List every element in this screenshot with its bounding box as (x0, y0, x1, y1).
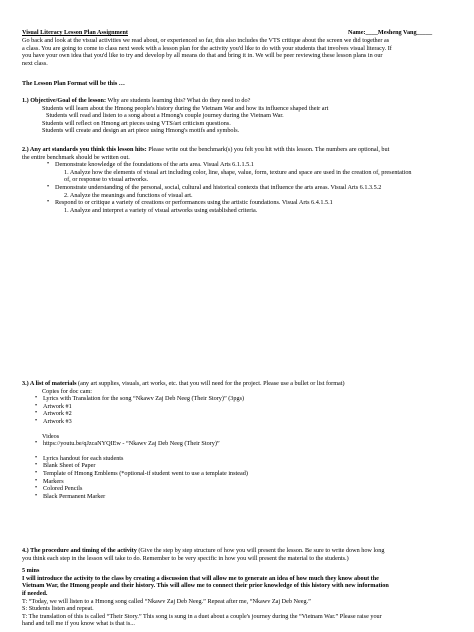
standard-sub: of, or response to visual artworks. (64, 176, 149, 184)
material-item: • Colored Pencils (43, 485, 345, 493)
procedure-line: I will introduce the activity to the class by creating a discussion that will allow me to generate an idea of how much they know about the (22, 574, 379, 582)
videos-list (30, 440, 345, 448)
objective-line: Students will create and design an art piece using Hmong's motifs and symbols. (42, 127, 240, 135)
material-item: • Lyrics handout for each students (43, 455, 345, 463)
material-item: • Artwork #3 (43, 418, 345, 426)
standard-item: • Respond to or critique a variety of creations or performances using the artistic foundations. Visual Arts 6.4.1.5.1 (55, 199, 412, 207)
section2-heading: 2.) Any art standards you think this lesson hits: (22, 146, 147, 153)
standard-sub: 2. Analyze the meanings and functions of visual art. (64, 191, 193, 199)
material-item: • Black Permanent Marker (43, 493, 345, 501)
standards-list (42, 199, 412, 207)
material-item: • Artwork #2 (43, 410, 345, 418)
videos-label: Videos (42, 432, 60, 440)
intro-line: Go back and look at the visual activities we read about, or experienced so far, this also includes the VTS critique about the screen we did together as (22, 37, 390, 44)
material-item: • Markers (43, 478, 345, 486)
name-line (348, 29, 432, 37)
format-heading: The Lesson Plan Format will be this … (22, 80, 125, 87)
intro-line: you have your own idea that you'd like to try and develop by all means do that and bring it in. We will be peer reviewing these lesson plans in our (22, 52, 383, 60)
material-item: • Lyrics with Translation for the song “Nkawv Zaj Deb Neeg (Their Story)” (3pgs) (43, 395, 345, 403)
step-time: 5 mins (22, 567, 40, 575)
procedure-line: if needed. (22, 589, 48, 597)
material-item: • Blank Sheet of Paper (43, 462, 345, 470)
objective-line: Students will learn about the Hmong people's history during the Vietnam War and how its influence shaped their art (42, 104, 329, 112)
material-item: • Template of Hmong Emblems (*optional-if student went to use a template instead) (43, 470, 345, 478)
copies-list (30, 395, 345, 425)
dialogue-line: hand and tell me if you know what is that is... (22, 620, 135, 628)
video-link[interactable]: • https://youtu.be/qJzcaNYQIEw - “Nkawv Zaj Deb Neeg (Their Story)” (43, 440, 345, 448)
intro-line: next class. (22, 59, 48, 67)
material-item: • Artwork #1 (43, 403, 345, 411)
student-name: Mesheng Vang (377, 29, 417, 36)
name-prefix: Name:____ (348, 29, 378, 36)
dialogue-line: T: The translation of this is called “Their Story.” This song is sung in a duet about a couple's journey during the “Vietnam War.” Please raise your (22, 612, 382, 620)
section1-heading: 1.) Objective/Goal of the lesson: (22, 97, 107, 104)
section-materials (22, 380, 345, 500)
dialogue-line: T: “Today, we will listen to a Hmong song called “Nkawv Zaj Deb Neeg.” Repeat after me, “Nkawv Zaj Deb Neeg.” (22, 597, 311, 605)
section1-question: Why are students learning this? What do they need to do? (106, 97, 251, 104)
section3-question: (any art supplies, visuals, art works, etc. that you will need for the project. Please use a bullet or list format) (76, 380, 345, 387)
intro-paragraph (22, 37, 392, 67)
standard-item: • Demonstrate knowledge of the foundations of the arts area. Visual Arts 6.1.1.5.1 (55, 161, 412, 169)
supplies-list (30, 455, 345, 501)
header-row (22, 29, 128, 37)
section-standards (22, 146, 412, 214)
standard-item: • Demonstrate understanding of the personal, social, cultural and historical contexts that influence the arts areas. Visual Arts 6.1.3.5.2 (55, 184, 412, 192)
section4-heading: 4.) The procedure and timing of the activity (22, 547, 137, 554)
standards-list (42, 184, 412, 192)
dialogue-line: S: Students listen and repeat. (22, 605, 94, 613)
section3-heading: 3.) A list of materials (22, 380, 77, 387)
copies-label: Copies for doc cam: (42, 387, 93, 395)
standard-sub: 1. Analyze how the elements of visual art including color, line, shape, value, form, texture and space are used in the creation of, presentation (64, 168, 412, 176)
section4-question-cont: you think each step in the lesson will take to do. Remember to be very specific in how you will present the material to the students.) (22, 554, 349, 562)
section2-question: Please write out the benchmark(s) you felt you hit with this lesson. The numbers are optional, but (146, 146, 390, 153)
standards-list (42, 161, 412, 169)
section-objective (22, 97, 328, 135)
procedure-line: Vietnam War, the Hmong people and their history. This will allow me to connect their prior knowledge of this history with new information (22, 582, 389, 590)
assignment-title: Visual Literacy Lesson Plan Assignment (22, 29, 128, 36)
section-procedure (22, 547, 389, 628)
objective-line: Students will reflect on Hmong art pieces using VTS/art criticism questions. (42, 119, 231, 127)
standard-sub: 1. Analyze and interpret a variety of visual artworks using established criteria. (64, 206, 258, 214)
name-suffix: _____ (416, 29, 433, 36)
section2-question-cont: the entire benchmark should be written out. (22, 153, 130, 161)
section4-question: (Give the step by step structure of how you will present the lesson. Be sure to write down how long (136, 547, 385, 554)
intro-line: a class. You are going to come to class next week with a lesson plan for the activity you'd like to do with your students that involves visual literacy. If (22, 44, 392, 52)
objective-line: Students will read and listen to a song about a Hmong's couple journey during the Vietnam War. (46, 112, 284, 120)
